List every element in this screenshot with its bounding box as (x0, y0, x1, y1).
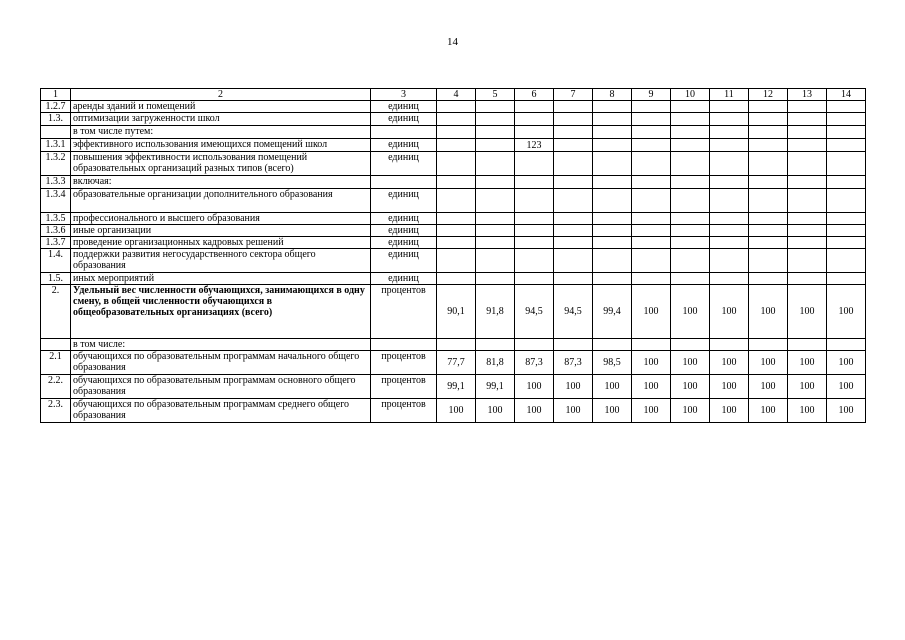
value-cell (749, 225, 788, 237)
value-cell (788, 152, 827, 176)
value-cell (554, 176, 593, 189)
value-cell (827, 139, 866, 152)
table-row (41, 399, 866, 423)
value-cell (710, 176, 749, 189)
value-cell (515, 101, 554, 113)
row-number (41, 126, 71, 139)
table-row (41, 213, 866, 225)
indicator-name: поддержки развития негосударственного сектора общего образования (71, 249, 371, 273)
value-cell (632, 213, 671, 225)
row-number: 1.3. (41, 113, 71, 126)
value-cell (476, 189, 515, 213)
header-cell: 8 (593, 89, 632, 101)
value-cell (710, 213, 749, 225)
value-cell: 91,8 (476, 285, 515, 339)
value-cell (671, 101, 710, 113)
header-cell: 7 (554, 89, 593, 101)
table-row (41, 176, 866, 189)
row-number: 2. (41, 285, 71, 339)
value-cell (788, 237, 827, 249)
value-cell (437, 237, 476, 249)
value-cell (476, 101, 515, 113)
value-cell (554, 152, 593, 176)
page-number: 14 (447, 36, 458, 48)
header-cell: 1 (41, 89, 71, 101)
row-number (41, 339, 71, 351)
value-cell (515, 237, 554, 249)
value-cell (476, 139, 515, 152)
header-cell: 12 (749, 89, 788, 101)
value-cell (671, 237, 710, 249)
value-cell (710, 339, 749, 351)
row-number: 1.3.5 (41, 213, 71, 225)
value-cell: 100 (827, 285, 866, 339)
value-cell (788, 113, 827, 126)
value-cell (749, 249, 788, 273)
value-cell (593, 113, 632, 126)
value-cell (710, 237, 749, 249)
value-cell (593, 176, 632, 189)
value-cell (632, 189, 671, 213)
value-cell (671, 273, 710, 285)
value-cell (710, 126, 749, 139)
unit-cell: единиц (371, 113, 437, 126)
table-row (41, 113, 866, 126)
value-cell (827, 213, 866, 225)
row-number: 1.4. (41, 249, 71, 273)
value-cell (671, 213, 710, 225)
value-cell (749, 152, 788, 176)
unit-cell: единиц (371, 273, 437, 285)
unit-cell: единиц (371, 213, 437, 225)
value-cell (515, 126, 554, 139)
row-number: 1.3.3 (41, 176, 71, 189)
value-cell (476, 113, 515, 126)
value-cell (827, 101, 866, 113)
value-cell (476, 339, 515, 351)
value-cell: 100 (671, 351, 710, 375)
value-cell: 100 (710, 399, 749, 423)
value-cell (632, 339, 671, 351)
value-cell (632, 126, 671, 139)
value-cell (515, 189, 554, 213)
table-row (41, 126, 866, 139)
value-cell (788, 101, 827, 113)
value-cell (476, 176, 515, 189)
unit-cell: процентов (371, 285, 437, 339)
unit-cell: единиц (371, 249, 437, 273)
value-cell (788, 225, 827, 237)
value-cell: 100 (593, 375, 632, 399)
header-cell: 11 (710, 89, 749, 101)
value-cell: 77,7 (437, 351, 476, 375)
value-cell: 100 (749, 399, 788, 423)
indicator-name: включая: (71, 176, 371, 189)
table-row (41, 375, 866, 399)
value-cell: 100 (437, 399, 476, 423)
value-cell (593, 339, 632, 351)
value-cell (593, 152, 632, 176)
value-cell (749, 339, 788, 351)
value-cell (437, 152, 476, 176)
value-cell: 100 (671, 399, 710, 423)
value-cell (554, 139, 593, 152)
value-cell (515, 339, 554, 351)
value-cell (515, 152, 554, 176)
value-cell: 94,5 (554, 285, 593, 339)
value-cell (710, 225, 749, 237)
value-cell (554, 339, 593, 351)
value-cell (554, 225, 593, 237)
value-cell: 100 (632, 351, 671, 375)
value-cell (710, 113, 749, 126)
value-cell (476, 273, 515, 285)
value-cell (554, 273, 593, 285)
value-cell: 100 (827, 375, 866, 399)
value-cell (593, 225, 632, 237)
table-row (41, 152, 866, 176)
value-cell: 100 (749, 375, 788, 399)
value-cell (827, 273, 866, 285)
value-cell (515, 176, 554, 189)
value-cell (476, 152, 515, 176)
indicator-name: иные организации (71, 225, 371, 237)
value-cell (827, 126, 866, 139)
header-cell: 10 (671, 89, 710, 101)
value-cell: 100 (749, 285, 788, 339)
value-cell (437, 249, 476, 273)
value-cell (827, 113, 866, 126)
value-cell: 99,1 (437, 375, 476, 399)
value-cell: 99,4 (593, 285, 632, 339)
value-cell (671, 126, 710, 139)
row-number: 1.2.7 (41, 101, 71, 113)
value-cell (554, 113, 593, 126)
value-cell: 90,1 (437, 285, 476, 339)
value-cell: 123 (515, 139, 554, 152)
unit-cell: процентов (371, 375, 437, 399)
value-cell (632, 273, 671, 285)
value-cell: 100 (827, 399, 866, 423)
row-number: 1.3.6 (41, 225, 71, 237)
value-cell (437, 339, 476, 351)
value-cell (671, 176, 710, 189)
value-cell (788, 176, 827, 189)
table-header-row (41, 89, 866, 101)
value-cell (788, 339, 827, 351)
row-number: 1.3.2 (41, 152, 71, 176)
header-cell: 5 (476, 89, 515, 101)
value-cell (437, 126, 476, 139)
value-cell (671, 225, 710, 237)
value-cell: 100 (710, 375, 749, 399)
row-number: 2.1 (41, 351, 71, 375)
indicator-name: эффективного использования имеющихся помещений школ (71, 139, 371, 152)
indicator-name: повышения эффективности использования помещений образовательных организаций разных типов (всего) (71, 152, 371, 176)
value-cell: 99,1 (476, 375, 515, 399)
row-number: 1.3.1 (41, 139, 71, 152)
value-cell (671, 139, 710, 152)
table-row (41, 139, 866, 152)
value-cell (710, 249, 749, 273)
value-cell: 100 (671, 375, 710, 399)
value-cell (749, 213, 788, 225)
table-row (41, 225, 866, 237)
value-cell: 100 (788, 351, 827, 375)
value-cell (827, 237, 866, 249)
value-cell (671, 113, 710, 126)
value-cell (593, 249, 632, 273)
value-cell (554, 249, 593, 273)
header-cell: 4 (437, 89, 476, 101)
indicators-table (40, 88, 866, 423)
value-cell (476, 249, 515, 273)
value-cell: 100 (593, 399, 632, 423)
indicator-name: обучающихся по образовательным программам основного общего образования (71, 375, 371, 399)
value-cell (515, 213, 554, 225)
value-cell (632, 176, 671, 189)
value-cell (710, 152, 749, 176)
value-cell: 100 (632, 399, 671, 423)
value-cell: 98,5 (593, 351, 632, 375)
unit-cell: единиц (371, 225, 437, 237)
value-cell: 100 (827, 351, 866, 375)
header-cell: 9 (632, 89, 671, 101)
value-cell (749, 273, 788, 285)
value-cell: 87,3 (554, 351, 593, 375)
value-cell (632, 249, 671, 273)
value-cell (827, 189, 866, 213)
value-cell (632, 113, 671, 126)
unit-cell: процентов (371, 399, 437, 423)
value-cell (554, 126, 593, 139)
value-cell (476, 213, 515, 225)
value-cell (788, 189, 827, 213)
value-cell: 100 (710, 351, 749, 375)
indicator-name: оптимизации загруженности школ (71, 113, 371, 126)
indicator-name: обучающихся по образовательным программам начального общего образования (71, 351, 371, 375)
row-number: 2.2. (41, 375, 71, 399)
table-row (41, 249, 866, 273)
value-cell: 100 (632, 375, 671, 399)
indicator-name: иных мероприятий (71, 273, 371, 285)
value-cell (554, 189, 593, 213)
row-number: 1.5. (41, 273, 71, 285)
value-cell: 100 (554, 375, 593, 399)
value-cell (671, 339, 710, 351)
value-cell (749, 176, 788, 189)
value-cell (554, 213, 593, 225)
value-cell (554, 237, 593, 249)
value-cell (671, 189, 710, 213)
value-cell (437, 139, 476, 152)
value-cell: 87,3 (515, 351, 554, 375)
value-cell (827, 225, 866, 237)
unit-cell: единиц (371, 152, 437, 176)
value-cell (827, 152, 866, 176)
value-cell (593, 126, 632, 139)
value-cell: 100 (788, 375, 827, 399)
indicator-name: проведение организационных кадровых решений (71, 237, 371, 249)
value-cell (593, 213, 632, 225)
value-cell (749, 113, 788, 126)
value-cell (710, 139, 749, 152)
table-row (41, 285, 866, 339)
unit-cell: процентов (371, 351, 437, 375)
value-cell: 100 (788, 399, 827, 423)
value-cell: 100 (788, 285, 827, 339)
header-cell: 3 (371, 89, 437, 101)
table-row (41, 101, 866, 113)
value-cell (632, 152, 671, 176)
indicator-name: обучающихся по образовательным программам среднего общего образования (71, 399, 371, 423)
header-cell: 13 (788, 89, 827, 101)
value-cell: 100 (671, 285, 710, 339)
value-cell (827, 339, 866, 351)
table-row (41, 339, 866, 351)
value-cell (515, 249, 554, 273)
value-cell (554, 101, 593, 113)
value-cell: 100 (554, 399, 593, 423)
value-cell (671, 152, 710, 176)
value-cell (749, 237, 788, 249)
value-cell (437, 273, 476, 285)
value-cell (632, 101, 671, 113)
unit-cell: единиц (371, 189, 437, 213)
indicator-name: Удельный вес численности обучающихся, занимающихся в одну смену, в общей численности обучающихся в общеобразовательных организациях (всего) (71, 285, 371, 339)
indicator-name: профессионального и высшего образования (71, 213, 371, 225)
value-cell: 94,5 (515, 285, 554, 339)
value-cell: 100 (710, 285, 749, 339)
indicator-name: в том числе: (71, 339, 371, 351)
value-cell (749, 139, 788, 152)
value-cell (671, 249, 710, 273)
value-cell (632, 237, 671, 249)
value-cell: 100 (476, 399, 515, 423)
value-cell (437, 225, 476, 237)
value-cell (593, 139, 632, 152)
header-cell: 2 (71, 89, 371, 101)
value-cell: 100 (632, 285, 671, 339)
value-cell: 100 (515, 375, 554, 399)
value-cell (710, 101, 749, 113)
unit-cell (371, 126, 437, 139)
unit-cell (371, 339, 437, 351)
value-cell (515, 225, 554, 237)
value-cell: 100 (749, 351, 788, 375)
unit-cell (371, 176, 437, 189)
row-number: 2.3. (41, 399, 71, 423)
indicator-name: аренды зданий и помещений (71, 101, 371, 113)
value-cell (515, 273, 554, 285)
value-cell: 81,8 (476, 351, 515, 375)
value-cell (827, 249, 866, 273)
header-cell: 6 (515, 89, 554, 101)
value-cell (632, 225, 671, 237)
value-cell (710, 189, 749, 213)
value-cell (476, 126, 515, 139)
value-cell (593, 273, 632, 285)
table-row (41, 189, 866, 213)
unit-cell: единиц (371, 101, 437, 113)
value-cell (476, 225, 515, 237)
indicator-name: в том числе путем: (71, 126, 371, 139)
table-row (41, 237, 866, 249)
value-cell (437, 189, 476, 213)
value-cell (710, 273, 749, 285)
value-cell (437, 176, 476, 189)
value-cell (788, 139, 827, 152)
value-cell (788, 249, 827, 273)
value-cell: 100 (515, 399, 554, 423)
row-number: 1.3.7 (41, 237, 71, 249)
table-row (41, 273, 866, 285)
value-cell (515, 113, 554, 126)
unit-cell: единиц (371, 237, 437, 249)
table-row (41, 351, 866, 375)
value-cell (593, 101, 632, 113)
value-cell (827, 176, 866, 189)
value-cell (632, 139, 671, 152)
row-number: 1.3.4 (41, 189, 71, 213)
unit-cell: единиц (371, 139, 437, 152)
header-cell: 14 (827, 89, 866, 101)
value-cell (476, 237, 515, 249)
indicator-name: образовательные организации дополнительного образования (71, 189, 371, 213)
value-cell (593, 189, 632, 213)
value-cell (437, 213, 476, 225)
value-cell (788, 126, 827, 139)
value-cell (437, 113, 476, 126)
value-cell (749, 126, 788, 139)
value-cell (437, 101, 476, 113)
value-cell (593, 237, 632, 249)
value-cell (749, 189, 788, 213)
value-cell (788, 213, 827, 225)
value-cell (788, 273, 827, 285)
value-cell (749, 101, 788, 113)
